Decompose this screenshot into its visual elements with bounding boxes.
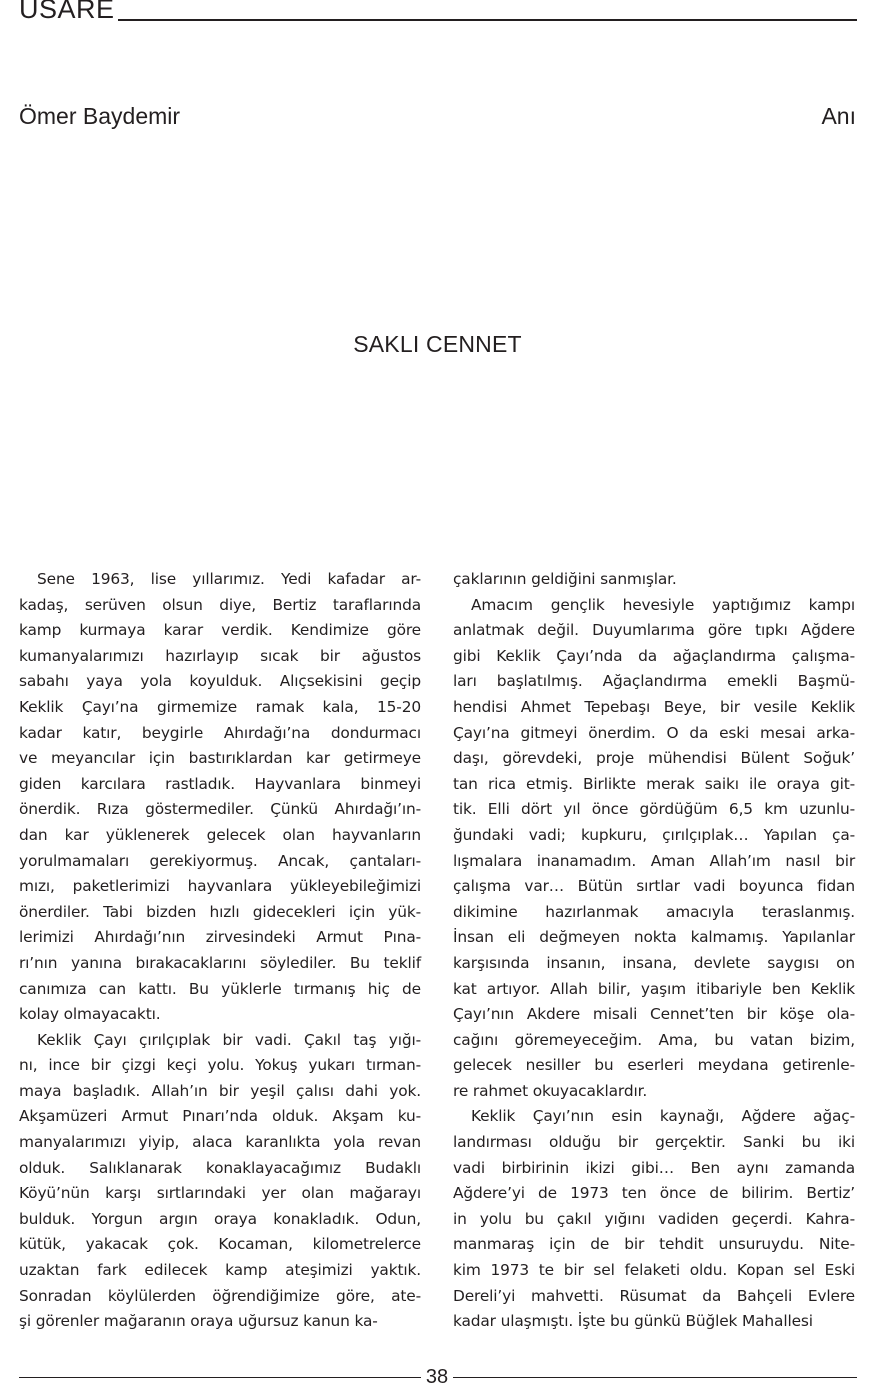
text-line: tik. Elli dört yıl önce gördüğüm 6,5 km uzunlu- <box>453 800 855 819</box>
text-line: giden karcılara rastladık. Hayvanlara binmeyi <box>19 774 421 793</box>
text-line: karşısında insanın, insana, devlete saygısı on <box>453 953 855 972</box>
text-line: Amacım gençlik hevesiyle yaptığımız kampı <box>471 595 855 614</box>
text-line: Akşamüzeri Armut Pınarı’nda olduk. Akşam ku- <box>19 1107 421 1126</box>
article-title: SAKLI CENNET <box>353 331 522 358</box>
header-rule <box>118 19 857 21</box>
text-line: Dereli’yi mahvetti. Rüsumat da Bahçeli Evlere <box>453 1286 855 1305</box>
text-line: lerimizi Ahırdağı’nın zirvesindeki Armut Pına- <box>19 928 421 947</box>
footer-rule-right <box>453 1377 857 1378</box>
text-line: Çayı’na gitmeyi önerdim. O da eski mesai arka- <box>453 723 855 742</box>
text-line: kadaş, serüven olsun diye, Bertiz taraflarında <box>19 595 421 614</box>
text-line: Keklik Çayı’na girmemize ramak kala, 15-20 <box>19 697 421 716</box>
text-line: landırması olduğu bir gerçektir. Sanki bu iki <box>453 1133 855 1152</box>
text-line: kamp kurmaya karar verdik. Kendimize göre <box>19 621 421 640</box>
text-line: nı, ince bir çizgi keçi yolu. Yokuş yukarı tırman- <box>19 1056 421 1075</box>
text-line: dikimine hazırlanmak amacıyla teraslanmış. <box>453 902 855 921</box>
left-column <box>19 567 421 1335</box>
text-line: kumanyalarımızı hazırlayıp sıcak bir ağustos <box>19 646 421 665</box>
text-line: İnsan eli değmeyen nokta kalmamış. Yapılanlar <box>453 928 855 947</box>
text-line: gibi Keklik Çayı’nda da ağaçlandırma çalışma- <box>453 646 855 665</box>
text-line: kat artıyor. Allah bilir, yaşım itibariyle ben Keklik <box>453 979 855 998</box>
author-name: Ömer Baydemir <box>19 103 181 129</box>
text-line: cağını göremeyeceğim. Ama, bu vatan bizim, <box>453 1030 855 1049</box>
text-line: yorulmamaları gerekiyormuş. Ancak, çantaları- <box>19 851 421 870</box>
text-line: rı’nın yanına bırakacaklarını söylediler. Bu teklif <box>19 953 421 972</box>
text-line: Çayı’nın Akdere misali Cennet’ten bir köşe ola- <box>453 1005 855 1024</box>
text-line: Sonradan köylülerden öğrendiğimize göre, ate- <box>19 1286 421 1305</box>
text-line: kütük, yakacak çok. Kocaman, kilometrelerce <box>19 1235 421 1254</box>
paragraph <box>453 567 855 593</box>
header-title: USARE <box>19 0 115 24</box>
text-line: önerdiler. Tabi bizden hızlı gidecekleri için yük- <box>19 902 421 921</box>
text-line: dan kar yüklenerek gelecek olan hayvanların <box>19 825 421 844</box>
text-line: kim 1973 te bir sel felaketi oldu. Kopan sel Eski <box>453 1261 855 1280</box>
text-line: Keklik Çayı çırılçıplak bir vadi. Çakıl taş yığı- <box>37 1030 421 1049</box>
text-line: Köyü’nün karşı sırtlarındaki yer olan mağarayı <box>19 1184 421 1203</box>
text-line: çaklarının geldiğini sanmışlar. <box>453 570 677 588</box>
text-line: manyalarımızı yiyip, alaca karanlıkta yola revan <box>19 1133 421 1152</box>
text-line: manmaraş için de bir tehdit unsuruydu. Nite- <box>453 1235 855 1254</box>
paragraph <box>19 567 421 1028</box>
text-line: uzaktan fark edilecek kamp ateşimizi yaktık. <box>19 1261 421 1280</box>
page-number: 38 <box>425 1366 449 1388</box>
paragraph <box>453 593 855 1105</box>
text-line: kolay olmayacaktı. <box>19 1005 161 1024</box>
text-line: mızı, paketlerimizi hayvanlara yükleyebileğimizi <box>19 877 421 896</box>
text-line: önerdik. Rıza göstermediler. Çünkü Ahırdağı’ın- <box>19 800 421 819</box>
text-line: canımıza can kattı. Bu yüklerle tırmanış hiç de <box>19 979 421 998</box>
text-line: maya başladık. Allah’ın bir yeşil çalısı dahi yok. <box>19 1081 421 1100</box>
text-line: şi görenler mağaranın oraya uğursuz kanun ka- <box>19 1312 378 1331</box>
text-line: gelecek nesiller bu eserleri meydana getirenle- <box>453 1056 855 1075</box>
paragraph <box>19 1028 421 1335</box>
text-line: çalışma var… Bütün sırtlar vadi boyunca fidan <box>453 877 855 896</box>
text-line: tan rica etmiş. Birlikte merak saikı ile oraya git- <box>453 774 855 793</box>
text-line: Sene 1963, lise yıllarımız. Yedi kafadar ar- <box>37 570 421 588</box>
text-line: ları başlatılmış. Ağaçlandırma emekli Başmü- <box>453 672 855 691</box>
text-line: ğundaki vadi; kupkuru, çırılçıplak… Yapılan ça- <box>453 825 855 844</box>
text-line: Ağdere’yi de 1973 ten önce de bilirim. Bertiz’ <box>453 1184 855 1203</box>
text-line: lışmalara inanamadım. Aman Allah’ım nasıl bir <box>453 851 855 870</box>
right-column <box>453 567 855 1335</box>
text-line: in yolu bu çakıl yığını vadiden geçerdi. Kahra- <box>453 1209 855 1228</box>
genre-label: Anı <box>821 103 856 129</box>
text-line: sabahı yaya yola koyulduk. Alıçsekisini geçip <box>19 672 421 691</box>
text-line: daşı, görevdeki, proje mühendisi Bülent Soğuk’ <box>453 749 855 768</box>
text-line: re rahmet okuyacaklardır. <box>453 1081 648 1100</box>
text-line: vadi birbirinin ikizi gibi… Ben aynı zamanda <box>453 1158 855 1177</box>
text-line: hendisi Ahmet Tepebaşı Beye, bir vesile Keklik <box>453 697 855 716</box>
text-line: kadar ulaşmıştı. İşte bu günkü Büğlek Mahallesi <box>453 1312 813 1331</box>
footer-rule-left <box>19 1377 421 1378</box>
text-line: olduk. Salıklanarak konaklayacağımız Budaklı <box>19 1158 421 1177</box>
text-line: ve meyancılar için bastırıklardan kar getirmeye <box>19 749 421 768</box>
text-line: anlatmak değil. Duyumlarıma göre tıpkı Ağdere <box>453 621 855 640</box>
text-line: Keklik Çayı’nın esin kaynağı, Ağdere ağaç- <box>471 1107 855 1126</box>
paragraph <box>453 1104 855 1334</box>
text-line: kadar katır, beygirle Ahırdağı’na dondurmacı <box>19 723 421 742</box>
text-line: bulduk. Yorgun argın oraya konakladık. Odun, <box>19 1209 421 1228</box>
